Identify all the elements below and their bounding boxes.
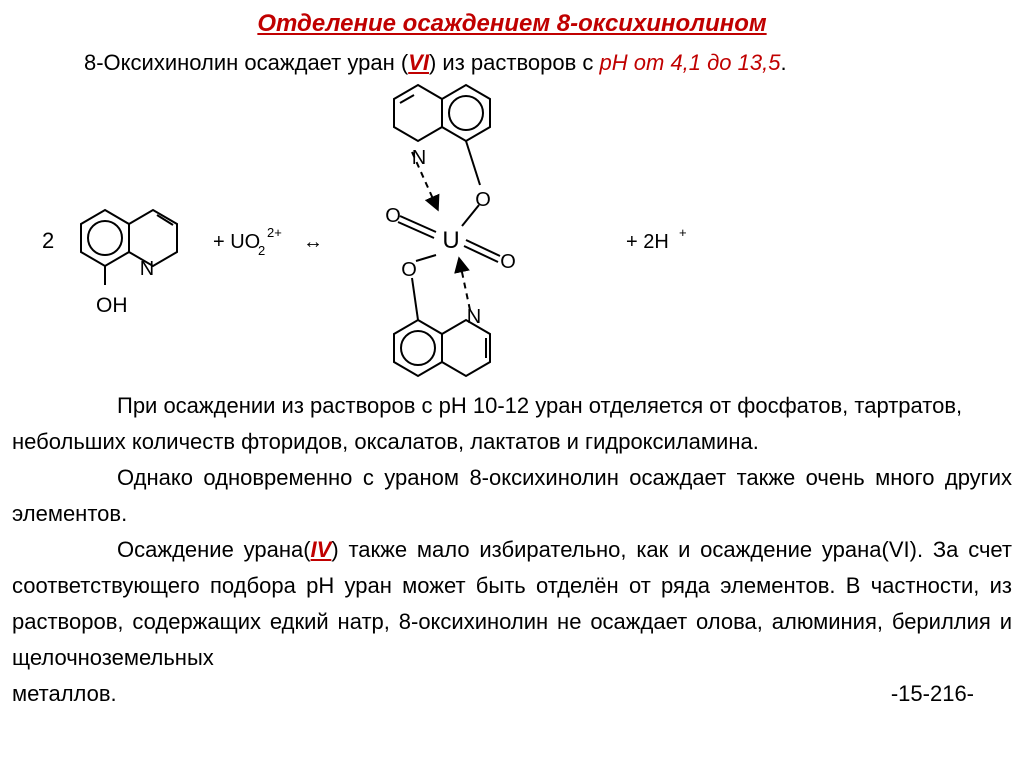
right-oxo-label: O	[500, 251, 516, 273]
subtitle-text-1: 8-Оксихинолин осаждает уран (	[84, 50, 409, 75]
left-oxo-label: O	[385, 205, 401, 227]
plus-protons: + 2H	[626, 231, 669, 253]
bottom-n-label: N	[466, 306, 482, 328]
proton-charge: +	[679, 225, 687, 240]
hydroxyquinoline-structure	[81, 210, 177, 285]
paragraph-3-rest: ) также мало избирательно, как и осаждение урана(VI). За счет соответствующего подбора pH уран может быть отделён от ряда элементов. В частности, из растворов, содержащих едкий натр, 8-оксихинолин не осаждает олова, алюминия, бериллия и щелочноземельных	[12, 537, 1012, 670]
bottom-o-label: O	[401, 259, 417, 281]
paragraph-3	[12, 532, 1012, 676]
page-title: Отделение осаждением 8-оксихинолином	[257, 10, 767, 37]
subtitle-text-3: .	[780, 50, 787, 75]
paragraph-3-start: Осаждение урана(	[117, 537, 311, 562]
paragraph-2: Однако одновременно с ураном 8-оксихинолин осаждает также очень много других элементов.	[12, 465, 1012, 526]
subtitle	[84, 50, 787, 76]
uranyl-subscript: 2	[258, 243, 266, 258]
ph-range: pH от 4,1 до 13,5	[599, 50, 781, 75]
paragraph-1: При осаждении из растворов с pH 10-12 уран отделяется от фосфатов, тартратов, небольших количеств фторидов, оксалатов, лактатов и гидроксиламина.	[12, 393, 963, 454]
top-n-label: N	[411, 147, 427, 169]
subtitle-text-2: ) из растворов с	[428, 50, 600, 75]
equilibrium-arrow: ↔	[303, 231, 323, 253]
valence-vi: VI	[408, 50, 429, 75]
coefficient-2: 2	[42, 228, 55, 253]
last-line	[12, 676, 1012, 712]
paragraph-3-end: металлов.	[12, 681, 117, 706]
uranyl-charge: 2+	[267, 225, 282, 240]
reaction-scheme	[0, 80, 1024, 390]
page-number: -15-216-	[890, 681, 974, 706]
left-n-label: N	[139, 258, 155, 280]
uranium-label: U	[442, 227, 460, 254]
top-o-label: O	[475, 189, 491, 211]
plus-uranyl: + UO	[213, 231, 261, 253]
valence-iv: IV	[310, 537, 332, 562]
body-text	[12, 388, 1012, 712]
oh-label: OH	[96, 294, 128, 317]
